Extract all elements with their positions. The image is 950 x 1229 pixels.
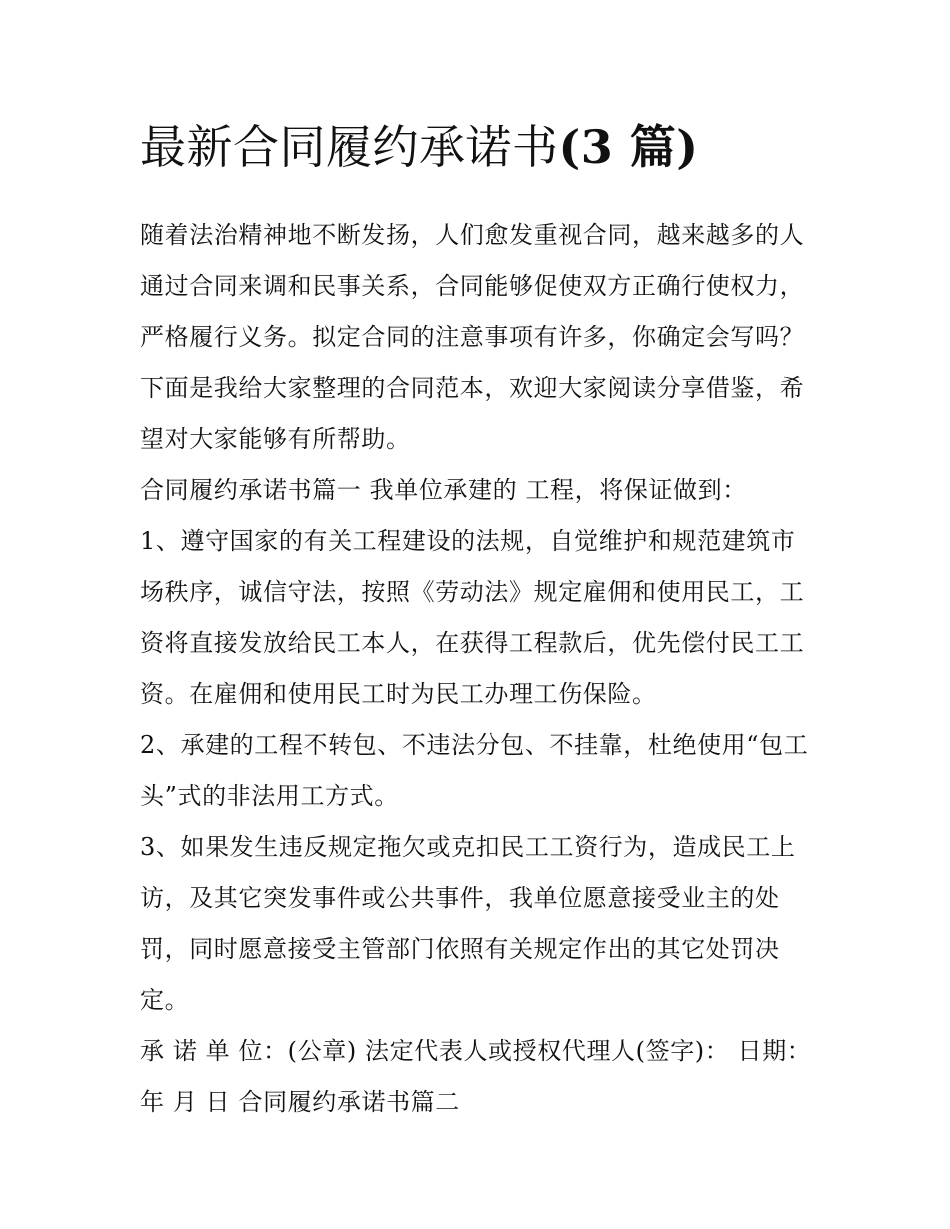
document-title (140, 116, 812, 178)
title-main-text: 最新合同履约承诺书 (140, 120, 559, 174)
section-one-heading: 合同履约承诺书篇一 我单位承建的 工程，将保证做到： (140, 476, 747, 504)
clause-3-paragraph: 3、如果发生违反规定拖欠或克扣民工工资行为，造成民工上访，及其它突发事件或公共事件，我单位愿意接受业主的处罚，同时愿意接受主管部门依照有关规定作出的其它处罚决定。 (140, 833, 796, 1014)
clause-1-paragraph: 1、遵守国家的有关工程建设的法规，自觉维护和规范建筑市场秩序，诚信守法，按照《劳动法》规定雇佣和使用民工，工资将直接发放给民工本人，在获得工程款后，优先偿付民工工资。在雇佣和使用民工时为民工办理工伤保险。 (140, 527, 805, 708)
signature-line-paragraph: 承 诺 单 位：(公章) 法定代表人或授权代理人(签字)： 日期：年 月 日 合同履约承诺书篇二 (140, 1037, 812, 1116)
clause-2-paragraph: 2、承建的工程不转包、不违法分包、不挂靠，杜绝使用“包工头”式的非法用工方式。 (140, 731, 809, 810)
title-suffix-text: (3 篇) (558, 120, 699, 174)
document-body (140, 116, 812, 1128)
intro-paragraph: 随着法治精神地不断发扬，人们愈发重视合同，越来越多的人通过合同来调和民事关系，合同能够促使双方正确行使权力，严格履行义务。拟定合同的注意事项有许多，你确定会写吗？下面是我给大家整理的合同范本，欢迎大家阅读分享借鉴，希望对大家能够有所帮助。 (140, 221, 805, 453)
